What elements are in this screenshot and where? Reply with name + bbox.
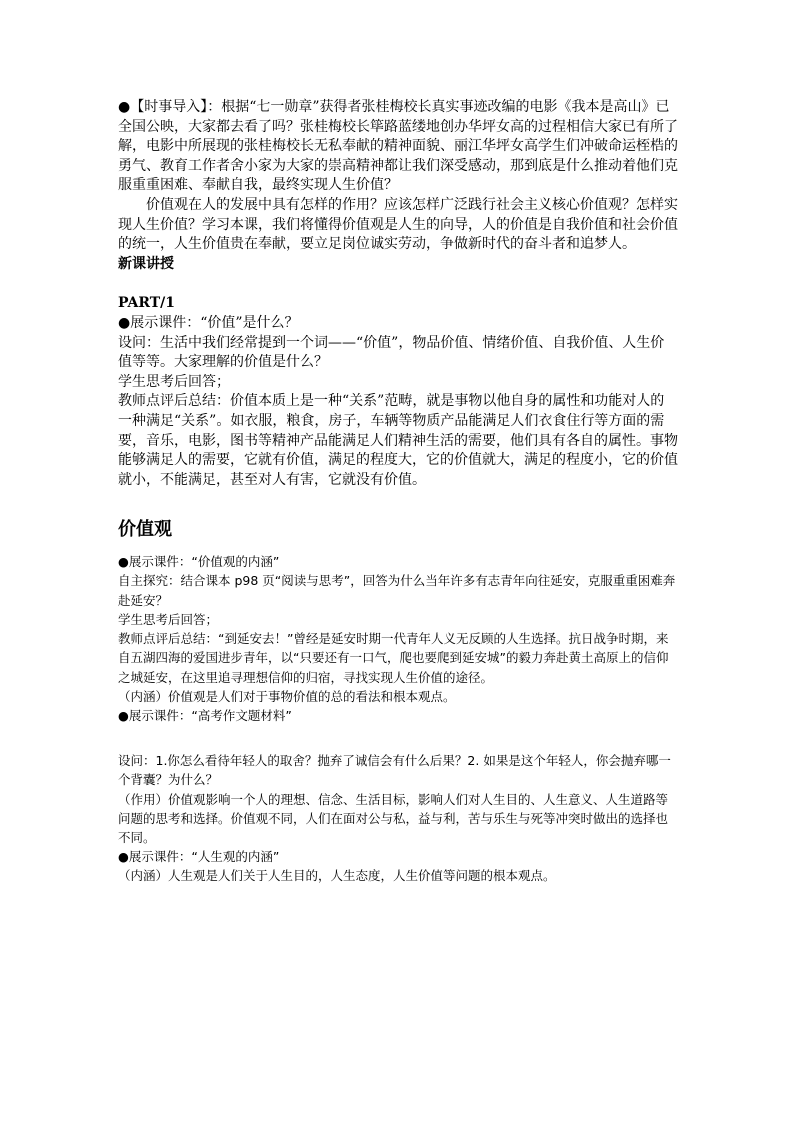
outlook-line-courseware: ●展示课件：“人生观的内涵” xyxy=(118,849,280,865)
values-line-courseware: ●展示课件：“价值观的内涵” xyxy=(118,554,280,570)
part1-line-courseware: ●展示课件：“价值”是什么？ xyxy=(118,314,299,331)
values-line-inquiry: 自主探究：结合课本 p98 页“阅读与思考”，回答为什么当年许多有志青年向往延安，克服重重困难奔赴延安？ xyxy=(118,573,676,608)
part1-line-question: 设问：生活中我们经常提到一个词——“价值”，物品价值、情绪价值、自我价值、人生价值等等。大家理解的价值是什么？ xyxy=(118,334,665,371)
document-body xyxy=(118,98,678,886)
outlook-line-definition: （内涵）人生观是人们关于人生目的，人生态度，人生价值等问题的根本观点。 xyxy=(118,868,556,884)
heading-new-lesson: 新课讲授 xyxy=(118,255,174,272)
values-line-student-answer: 学生思考后回答； xyxy=(118,611,219,627)
part1-line-student-answer: 学生思考后回答； xyxy=(118,373,230,390)
values-line-questions: 设问：1.你怎么看待年轻人的取舍？抛弃了诚信会有什么后果？2. 如果是这个年轻人，你会抛弃哪一个背囊？为什么？ xyxy=(118,753,671,788)
values-line-teacher-summary: 教师点评后总结：“到延安去！”曾经是延安时期一代青年人义无反顾的人生选择。抗日战争时期，来自五湖四海的爱国进步青年，以“只要还有一口气，爬也要爬到延安城”的毅力奔赴黄土高原上的信仰之城延安，在这里追寻理想信仰的归宿，寻找实现人生价值的途径。 xyxy=(118,631,669,685)
values-line-definition: （内涵）价值观是人们对于事物价值的总的看法和根本观点。 xyxy=(118,688,456,704)
part1-line-teacher-summary: 教师点评后总结：价值本质上是一种“关系”范畴，就是事物以他自身的属性和功能对人的一种满足“关系”。如衣服，粮食，房子，车辆等物质产品能满足人们衣食住行等方面的需要，音乐，电影，图书等精神产品能满足人们精神生活的需要，他们具有各自的属性。事物能够满足人的需要，它就有价值，满足的程度大，它的价值就大，满足的程度小，它的价值就小，不能满足，甚至对人有害，它就没有价值。 xyxy=(118,393,678,488)
section-heading-values: 价值观 xyxy=(118,519,172,541)
part1-label: PART/1 xyxy=(118,295,176,312)
intro-paragraph-questions: 价值观在人的发展中具有怎样的作用？应该怎样广泛践行社会主义核心价值观？怎样实现人生价值？学习本课，我们将懂得价值观是人生的向导，人的价值是自我价值和社会价值的统一，人生价值贵在奉献，要立足岗位诚实劳动，争做新时代的奋斗者和追梦人。 xyxy=(118,196,678,253)
intro-paragraph-news: ●【时事导入】：根据“七一勋章”获得者张桂梅校长真实事迹改编的电影《我本是高山》已全国公映，大家都去看了吗？张桂梅校长筚路蓝缕地创办华坪女高的过程相信大家已有所了解，电影中所展现的张桂梅校长无私奉献的精神面貌、丽江华坪女高学生们冲破命运桎梏的勇气、教育工作者舍小家为大家的崇高精神都让我们深受感动，那到底是什么推动着他们克服重重困难、奉献自我，最终实现人生价值？ xyxy=(118,99,678,194)
values-line-exam-material: ●展示课件：“高考作文题材料” xyxy=(118,707,292,723)
values-line-function: （作用）价值观影响一个人的理想、信念、生活目标，影响人们对人生目的、人生意义、人生道路等问题的思考和选择。价值观不同，人们在面对公与私，益与利，苦与乐生与死等冲突时做出的选择也不同。 xyxy=(118,791,669,845)
